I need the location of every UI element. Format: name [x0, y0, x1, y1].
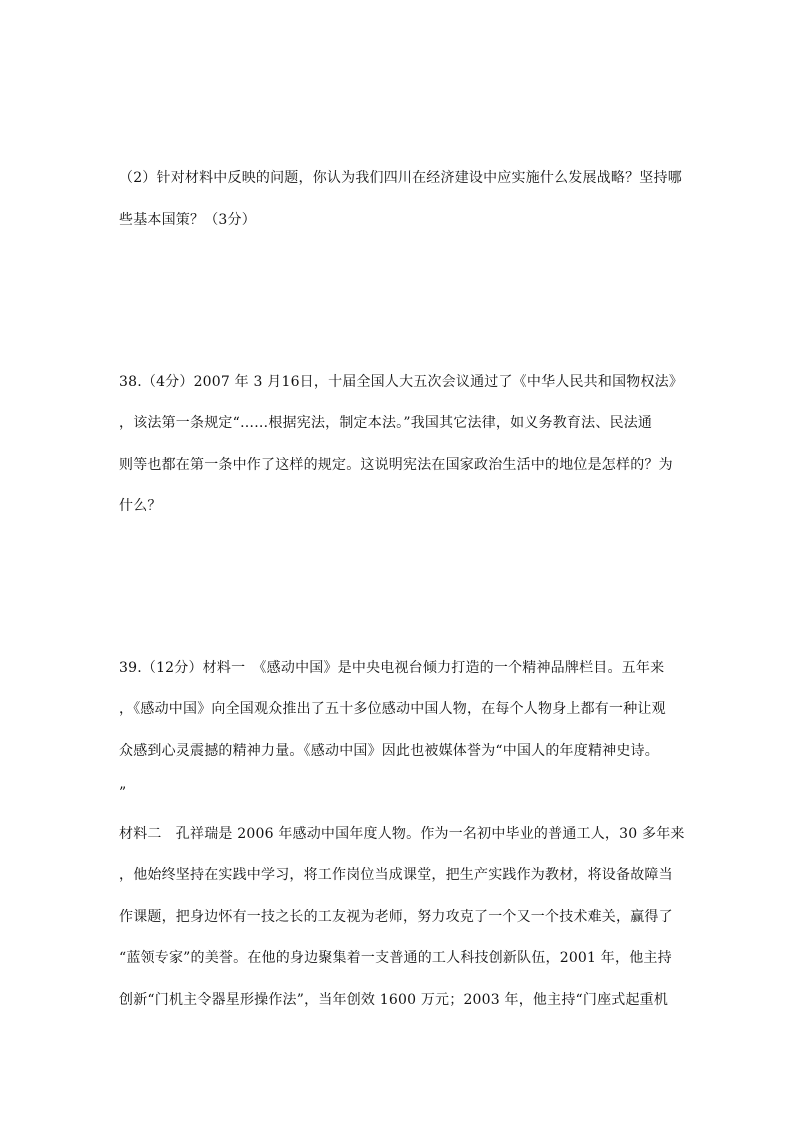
question-38-line-4: 什么？	[119, 498, 162, 514]
question-38-line-3: 则等也都在第一条中作了这样的规定。这说明宪法在国家政治生活中的地位是怎样的？为	[119, 457, 673, 473]
question-39-material-2-line-2: ，他始终坚持在实践中学习，将工作岗位当成课堂，把生产实践作为教材，将设备故障当	[119, 867, 673, 883]
question-2-line-1: （2）针对材料中反映的问题，你认为我们四川在经济建设中应实施什么发展战略？坚持哪	[119, 170, 682, 186]
question-38-line-1: 38.（4分）2007 年 3 月16日，十届全国人大五次会议通过了《中华人民共和国物权法》	[119, 374, 684, 390]
question-39-material-1-line-2: ，《感动中国》向全国观众推出了五十多位感动中国人物，在每个人物身上都有一种让观	[119, 701, 666, 717]
question-39-material-2-line-1: 材料二 孔祥瑞是 2006 年感动中国年度人物。作为一名初中毕业的普通工人，30 多年来	[119, 826, 685, 842]
question-39-material-2-line-5: 创新“门机主令器星形操作法”，当年创效 1600 万元；2003 年，他主持“门座式起重机	[119, 992, 669, 1008]
question-39-material-1-line-1: 39.（12分）材料一 《感动中国》是中央电视台倾力打造的一个精神品牌栏目。五年来	[119, 660, 665, 676]
question-39-material-2-line-4: “蓝领专家”的美誉。在他的身边聚集着一支普通的工人科技创新队伍，2001 年，他主持	[119, 950, 672, 966]
question-39-material-1-line-4: ”	[119, 785, 127, 801]
question-2-line-2: 些基本国策？（3分）	[119, 212, 256, 228]
question-39-material-1-line-3: 众感到心灵震撼的精神力量。《感动中国》因此也被媒体誉为“中国人的年度精神史诗。	[119, 743, 659, 759]
question-39-material-2-line-3: 作课题，把身边怀有一技之长的工友视为老师，努力攻克了一个又一个技术难关，赢得了	[119, 909, 673, 925]
question-38-line-2: ，该法第一条规定“……根据宪法，制定本法。”我国其它法律，如义务教育法、民法通	[119, 415, 653, 431]
